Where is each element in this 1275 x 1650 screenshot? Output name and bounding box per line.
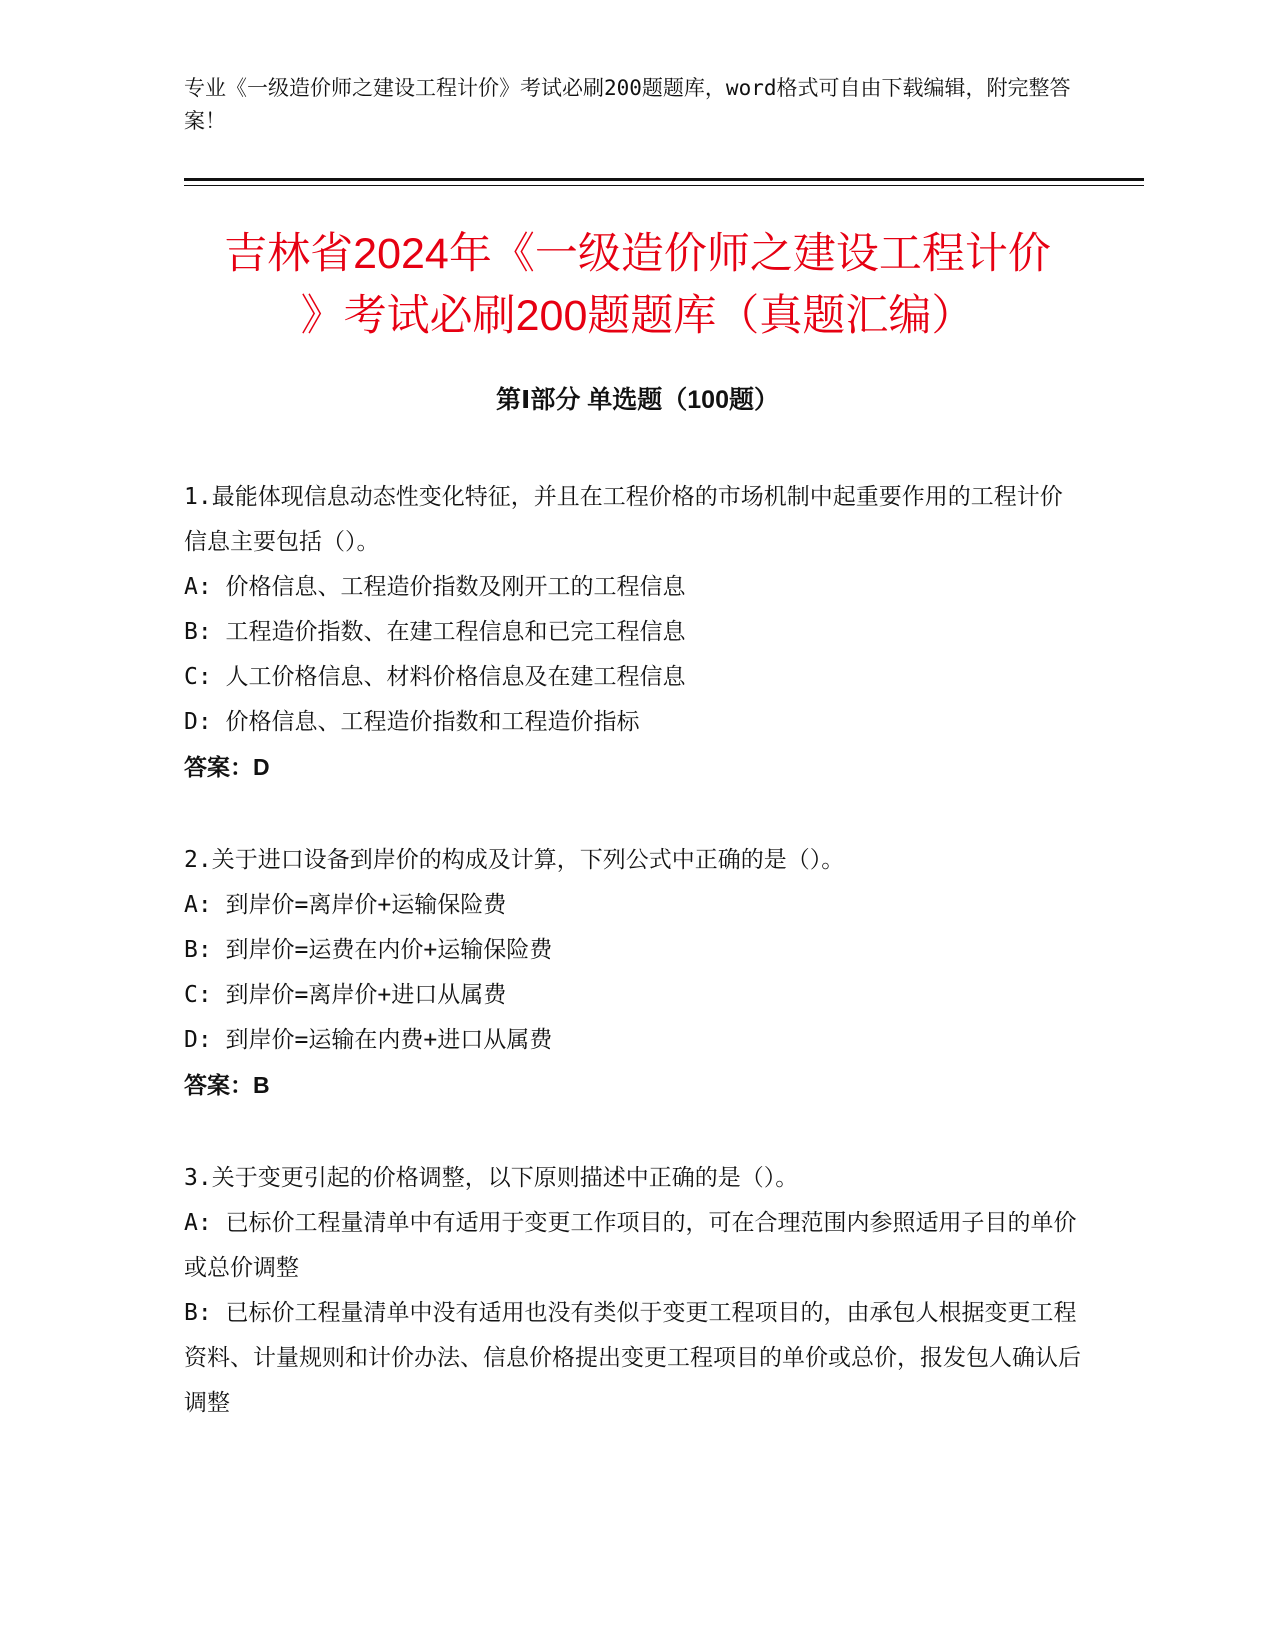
header-divider-thin [184,185,1144,186]
question-stem: 2.关于进口设备到岸价的构成及计算，下列公式中正确的是（）。 [184,847,845,873]
question-2 [184,838,1084,1108]
option-b: B: 到岸价=运费在内价+运输保险费 [184,937,553,963]
document-title [150,223,1125,347]
document-title-line2: 》考试必刷200题题库（真题汇编） [300,292,975,340]
option-d: D: 价格信息、工程造价指数和工程造价指标 [184,709,640,735]
option-c: C: 到岸价=离岸价+进口从属费 [184,982,507,1008]
document-title-line1: 吉林省2024年《一级造价师之建设工程计价 [224,230,1051,278]
option-b: B: 工程造价指数、在建工程信息和已完工程信息 [184,619,686,645]
option-a: A: 价格信息、工程造价指数及刚开工的工程信息 [184,574,686,600]
header-divider-thick [184,178,1144,181]
question-1 [184,475,1084,790]
option-a: A: 已标价工程量清单中有适用于变更工作项目的，可在合理范围内参照适用子目的单价或总价调整 [184,1210,1077,1281]
answer: 答案：D [184,754,270,780]
option-b: B: 已标价工程量清单中没有适用也没有类似于变更工程项目的，由承包人根据变更工程资料、计量规则和计价办法、信息价格提出变更工程项目的单价或总价，报发包人确认后调整 [184,1300,1081,1416]
answer: 答案：B [184,1072,270,1098]
question-stem: 1.最能体现信息动态性变化特征，并且在工程价格的市场机制中起重要作用的工程计价信息主要包括（）。 [184,484,1063,555]
header-note: 专业《一级造价师之建设工程计价》考试必刷200题题库，word格式可自由下载编辑，附完整答案！ [184,76,1071,133]
question-stem: 3.关于变更引起的价格调整，以下原则描述中正确的是（）。 [184,1165,799,1191]
question-3 [184,1156,1084,1426]
option-d: D: 到岸价=运输在内费+进口从属费 [184,1027,553,1053]
section-title: 第Ⅰ部分 单选题（100题） [496,386,779,414]
option-a: A: 到岸价=离岸价+运输保险费 [184,892,507,918]
option-c: C: 人工价格信息、材料价格信息及在建工程信息 [184,664,686,690]
